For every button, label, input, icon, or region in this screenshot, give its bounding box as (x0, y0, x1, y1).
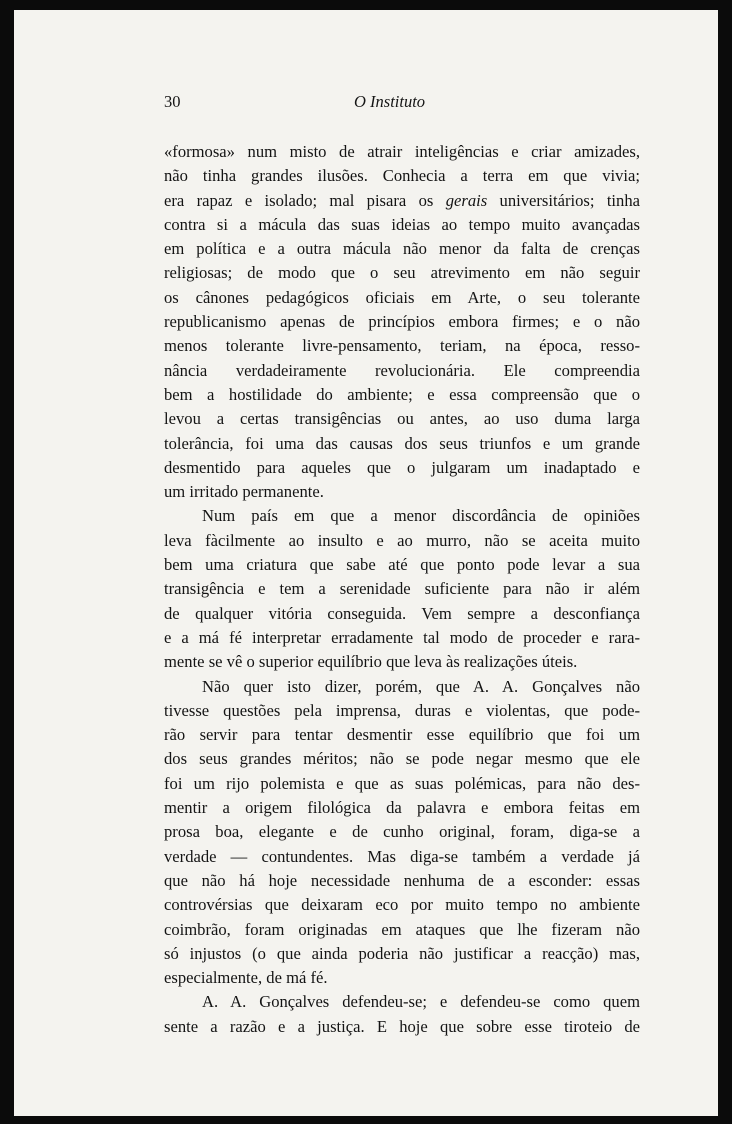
text-line: prosa boa, elegante e de cunho original, foram, diga-se a (164, 822, 640, 842)
text-line: desmentido para aqueles que o julgaram um inadaptado e (164, 457, 640, 477)
text-line: só injustos (o que ainda poderia não justificar a reacção) mas, (164, 943, 640, 963)
text-line: Num país em que a menor discordância de opiniões (202, 506, 640, 526)
text-line: menos tolerante livre-pensamento, teriam, na época, resso- (164, 336, 640, 356)
text-line: A. A. Gonçalves defendeu-se; e defendeu-se como quem (202, 992, 640, 1012)
running-head (14, 92, 718, 116)
text-line: mentir a origem filológica da palavra e embora feitas em (164, 798, 640, 818)
text-line: mente se vê o superior equilíbrio que leva às realizações úteis. (164, 652, 578, 672)
text-line (164, 189, 640, 213)
text-line: levou a certas transigências ou antes, ao uso duma larga (164, 409, 640, 429)
text-line: bem uma criatura que sabe até que ponto pode levar a sua (164, 555, 640, 575)
text-line: que não há hoje necessidade nenhuma de a esconder: essas (164, 870, 640, 890)
italic-word: gerais (445, 190, 488, 210)
page-number: 30 (164, 92, 181, 111)
text-line: tolerância, foi uma das causas dos seus triunfos e um grande (164, 433, 640, 453)
text-line: rão servir para tentar desmentir esse equilíbrio que foi um (164, 725, 640, 745)
text-line: não tinha grandes ilusões. Conhecia a terra em que vivia; (164, 166, 640, 186)
text-line: bem a hostilidade do ambiente; e essa compreensão que o (164, 384, 640, 404)
text-line: leva fàcilmente ao insulto e ao murro, não se aceita muito (164, 530, 640, 550)
text-line: republicanismo apenas de princípios embora firmes; e o não (164, 312, 640, 332)
text-line: um irritado permanente. (164, 482, 324, 502)
text-line: sente a razão e a justiça. E hoje que sobre esse tiroteio de (164, 1016, 640, 1036)
running-title: O Instituto (354, 92, 426, 111)
text-line: Não quer isto dizer, porém, que A. A. Gonçalves não (202, 676, 640, 696)
text-line: nância verdadeiramente revolucionária. Ele compreendia (164, 360, 640, 380)
text-line: em política e a outra mácula não menor da falta de crenças (164, 239, 640, 259)
text-line: e a má fé interpretar erradamente tal modo de proceder e rara- (164, 627, 640, 647)
text-line: verdade — contundentes. Mas diga-se também a verdade já (164, 846, 640, 866)
text-line: dos seus grandes méritos; não se pode negar mesmo que ele (164, 749, 640, 769)
text-line: controvérsias que deixaram eco por muito tempo no ambiente (164, 895, 640, 915)
text-line: «formosa» num misto de atrair inteligências e criar amizades, (164, 142, 640, 161)
text-run: era rapaz e isolado; mal pisara os (164, 190, 446, 210)
text-line: transigência e tem a serenidade suficiente para não ir além (164, 579, 640, 599)
text-line: religiosas; de modo que o seu atrevimento em não seguir (164, 263, 640, 283)
text-line: tivesse questões pela imprensa, duras e violentas, que pode- (164, 700, 640, 720)
text-line: foi um rijo polemista e que as suas polémicas, para não des- (164, 773, 640, 793)
text-line: especialmente, de má fé. (164, 968, 328, 988)
text-line: os cânones pedagógicos oficiais em Arte, o seu tolerante (164, 287, 640, 307)
text-line: de qualquer vitória conseguida. Vem sempre a desconfiança (164, 603, 640, 623)
text-line: coimbrão, foram originadas em ataques que lhe fizeram não (164, 919, 640, 939)
text-run: universitários; tinha (487, 190, 640, 210)
body-text (164, 140, 640, 1039)
text-line: contra si a mácula das suas ideias ao tempo muito avançadas (164, 214, 640, 234)
book-page (14, 10, 718, 1116)
